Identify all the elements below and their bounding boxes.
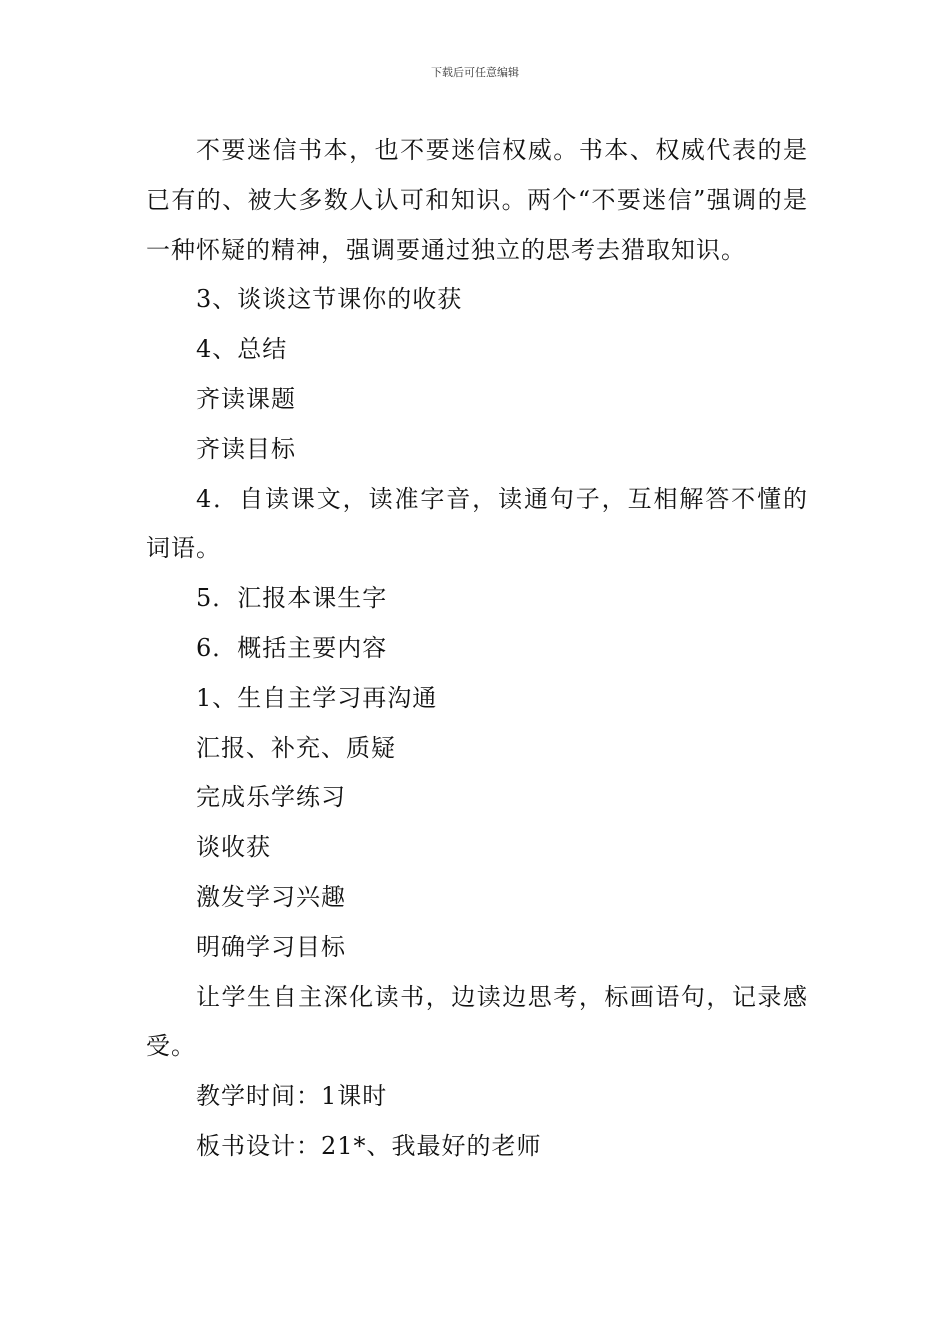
paragraph-12: 谈收获	[196, 833, 271, 862]
page-header: 下载后可任意编辑	[431, 66, 519, 79]
paragraph-1: 不要迷信书本，也不要迷信权威。书本、权威代表的是已有的、被大多数人认可和知识。两个“不要迷信”强调的是一种怀疑的精神，强调要通过独立的思考去猎取知识。	[146, 136, 808, 264]
paragraph-8: 6．概括主要内容	[196, 633, 388, 662]
paragraph-7: 5．汇报本课生字	[196, 584, 388, 613]
paragraph-2: 3、谈谈这节课你的收获	[196, 285, 463, 314]
paragraph-11: 完成乐学练习	[196, 783, 346, 812]
paragraph-4: 齐读课题	[196, 384, 296, 413]
paragraph-14: 明确学习目标	[196, 932, 346, 961]
paragraph-16: 教学时间：1课时	[196, 1082, 388, 1111]
paragraph-5: 齐读目标	[196, 434, 296, 463]
paragraph-17: 板书设计：21*、我最好的老师	[196, 1131, 542, 1160]
document-body	[146, 126, 808, 1172]
paragraph-15: 让学生自主深化读书，边读边思考，标画语句，记录感受。	[146, 982, 808, 1061]
paragraph-10: 汇报、补充、质疑	[196, 733, 396, 762]
paragraph-13: 激发学习兴趣	[196, 882, 346, 911]
paragraph-6: 4．自读课文，读准字音，读通句子，互相解答不懂的词语。	[146, 484, 808, 563]
paragraph-9: 1、生自主学习再沟通	[196, 683, 438, 712]
paragraph-3: 4、总结	[196, 335, 288, 364]
